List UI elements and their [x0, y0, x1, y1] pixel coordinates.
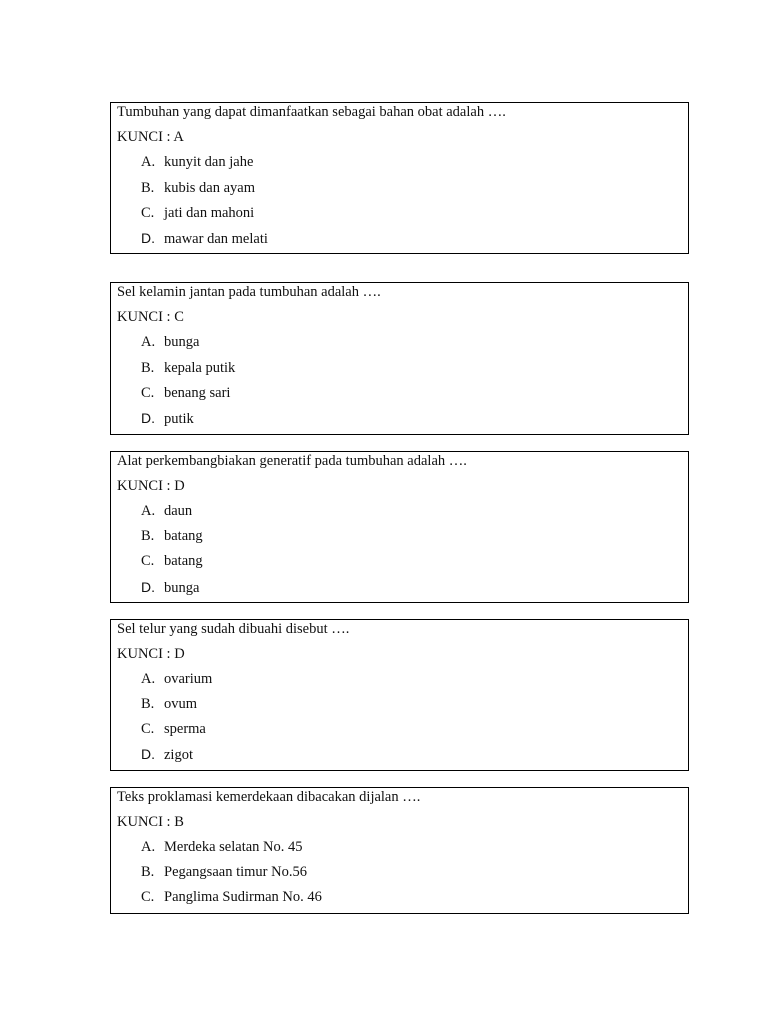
- option-text: kunyit dan jahe: [164, 154, 254, 170]
- answer-key: KUNCI : C: [117, 309, 184, 325]
- question-text: Sel kelamin jantan pada tumbuhan adalah ….: [117, 284, 381, 300]
- question-box-4: [110, 619, 689, 771]
- option-letter: D.: [141, 746, 155, 762]
- option-text: jati dan mahoni: [164, 205, 255, 221]
- option-letter: B.: [141, 864, 155, 880]
- option-d: [141, 229, 268, 248]
- question-box-5: [110, 787, 689, 914]
- option-d: [141, 409, 194, 428]
- option-letter: D.: [141, 230, 155, 246]
- question-box-3: [110, 451, 689, 603]
- option-letter: C.: [141, 553, 155, 569]
- question-text: Tumbuhan yang dapat dimanfaatkan sebagai bahan obat adalah ….: [117, 104, 506, 120]
- option-letter: A.: [141, 839, 156, 855]
- option-text: daun: [164, 503, 193, 519]
- option-letter: B.: [141, 180, 155, 196]
- option-c: [141, 888, 322, 906]
- option-letter: C.: [141, 205, 155, 221]
- option-a: [141, 502, 192, 520]
- option-letter: A.: [141, 154, 156, 170]
- option-letter: D.: [141, 410, 155, 426]
- option-text: kepala putik: [164, 360, 236, 376]
- question-box-2: [110, 282, 689, 435]
- answer-key: KUNCI : B: [117, 814, 184, 830]
- question-box-1: [110, 102, 689, 254]
- option-letter: B.: [141, 528, 155, 544]
- option-text: bunga: [164, 334, 200, 350]
- option-c: [141, 384, 230, 402]
- option-text: benang sari: [164, 385, 231, 401]
- option-text: Merdeka selatan No. 45: [164, 839, 303, 855]
- option-text: batang: [164, 553, 203, 569]
- option-letter: B.: [141, 696, 155, 712]
- option-letter: C.: [141, 889, 155, 905]
- option-letter: C.: [141, 721, 155, 737]
- option-a: [141, 153, 253, 171]
- option-b: [141, 863, 307, 881]
- option-d: [141, 745, 193, 764]
- option-text: bunga: [164, 580, 200, 596]
- option-b: [141, 179, 255, 197]
- option-letter: A.: [141, 671, 156, 687]
- option-text: zigot: [164, 747, 193, 763]
- option-letter: B.: [141, 360, 155, 376]
- option-c: [141, 720, 206, 738]
- option-text: kubis dan ayam: [164, 180, 256, 196]
- option-letter: C.: [141, 385, 155, 401]
- question-text: Sel telur yang sudah dibuahi disebut ….: [117, 621, 350, 637]
- option-letter: A.: [141, 503, 156, 519]
- answer-key: KUNCI : A: [117, 129, 184, 145]
- option-text: ovarium: [164, 671, 213, 687]
- option-letter: A.: [141, 334, 156, 350]
- option-c: [141, 552, 203, 570]
- option-text: batang: [164, 528, 203, 544]
- answer-key: KUNCI : D: [117, 646, 185, 662]
- option-text: Pegangsaan timur No.56: [164, 864, 307, 880]
- answer-key: KUNCI : D: [117, 478, 185, 494]
- option-b: [141, 527, 203, 545]
- option-b: [141, 359, 235, 377]
- option-text: putik: [164, 411, 194, 427]
- option-d: [141, 578, 199, 597]
- option-text: Panglima Sudirman No. 46: [164, 889, 322, 905]
- option-c: [141, 204, 254, 222]
- option-letter: D.: [141, 579, 155, 595]
- option-text: ovum: [164, 696, 198, 712]
- option-text: sperma: [164, 721, 206, 737]
- question-text: Teks proklamasi kemerdekaan dibacakan dijalan ….: [117, 789, 421, 805]
- question-text: Alat perkembangbiakan generatif pada tumbuhan adalah ….: [117, 453, 467, 469]
- option-a: [141, 333, 199, 351]
- option-text: mawar dan melati: [164, 231, 268, 247]
- option-a: [141, 670, 212, 688]
- option-b: [141, 695, 197, 713]
- option-a: [141, 838, 303, 856]
